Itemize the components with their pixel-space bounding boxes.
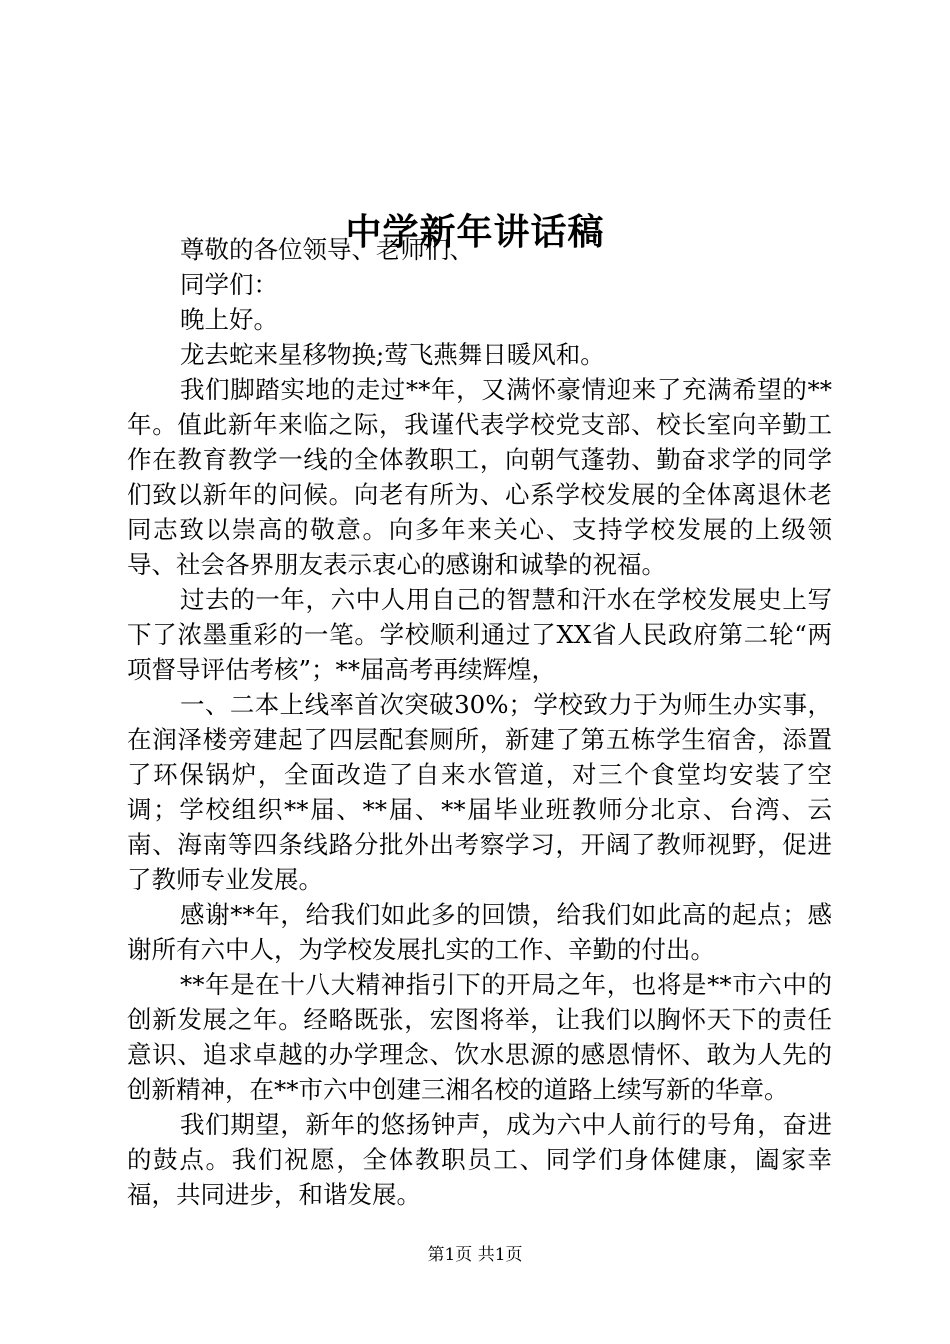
paragraph-new-year-wishes: 我们脚踏实地的走过**年，又满怀豪情迎来了充满希望的**年。值此新年来临之际，我谨代表学校党支部、校长室向辛勤工作在教育教学一线的全体教职工，向朝气蓬勃、勤奋求学的同学们致以新年的问候。向老有所为、心系学校发展的全体离退休老同志致以崇高的敬意。向多年来关心、支持学校发展的上级领导、社会各界朋友表示衷心的感谢和诚挚的祝福。 (127, 375, 832, 579)
paragraph-thanks: 感谢**年，给我们如此多的回馈，给我们如此高的起点；感谢所有六中人，为学校发展扎实的工作、辛勤的付出。 (127, 900, 832, 964)
paragraph-salutation-1: 尊敬的各位领导、老师们、 (180, 235, 474, 264)
paragraph-past-year: 过去的一年，六中人用自己的智慧和汗水在学校发展史上写下了浓墨重彩的一笔。学校顺利通过了XX省人民政府第二轮“两项督导评估考核”；**届高考再续辉煌， (127, 585, 832, 684)
document-body (127, 232, 832, 1212)
paragraph-achievements: 一、二本上线率首次突破30%；学校致力于为师生办实事，在润泽楼旁建起了四层配套厕所，新建了第五栋学生宿舍，添置了环保锅炉，全面改造了自来水管道，对三个食堂均安装了空调；学校组织**届、**届、**届毕业班教师分北京、台湾、云南、海南等四条线路分批外出考察学习，开阔了教师视野，促进了教师专业发展。 (127, 690, 832, 894)
page-footer: 第1页 共1页 (427, 1245, 523, 1265)
paragraph-greeting: 晚上好。 (180, 305, 278, 334)
page-title: 中学新年讲话稿 (345, 211, 605, 254)
paragraph-salutation-2: 同学们： (180, 270, 278, 299)
paragraph-closing: 我们期望，新年的悠扬钟声，成为六中人前行的号角，奋进的鼓点。我们祝愿，全体教职员工、同学们身体健康，阖家幸福，共同进步，和谐发展。 (127, 1110, 832, 1209)
paragraph-outlook: **年是在十八大精神指引下的开局之年，也将是**市六中的创新发展之年。经略既张，宏图将举，让我们以胸怀天下的责任意识、追求卓越的办学理念、饮水思源的感恩情怀、敢为人先的创新精神，在**市六中创建三湘名校的道路上续写新的华章。 (127, 970, 832, 1104)
paragraph-couplet: 龙去蛇来星移物换;莺飞燕舞日暖风和。 (180, 340, 605, 369)
